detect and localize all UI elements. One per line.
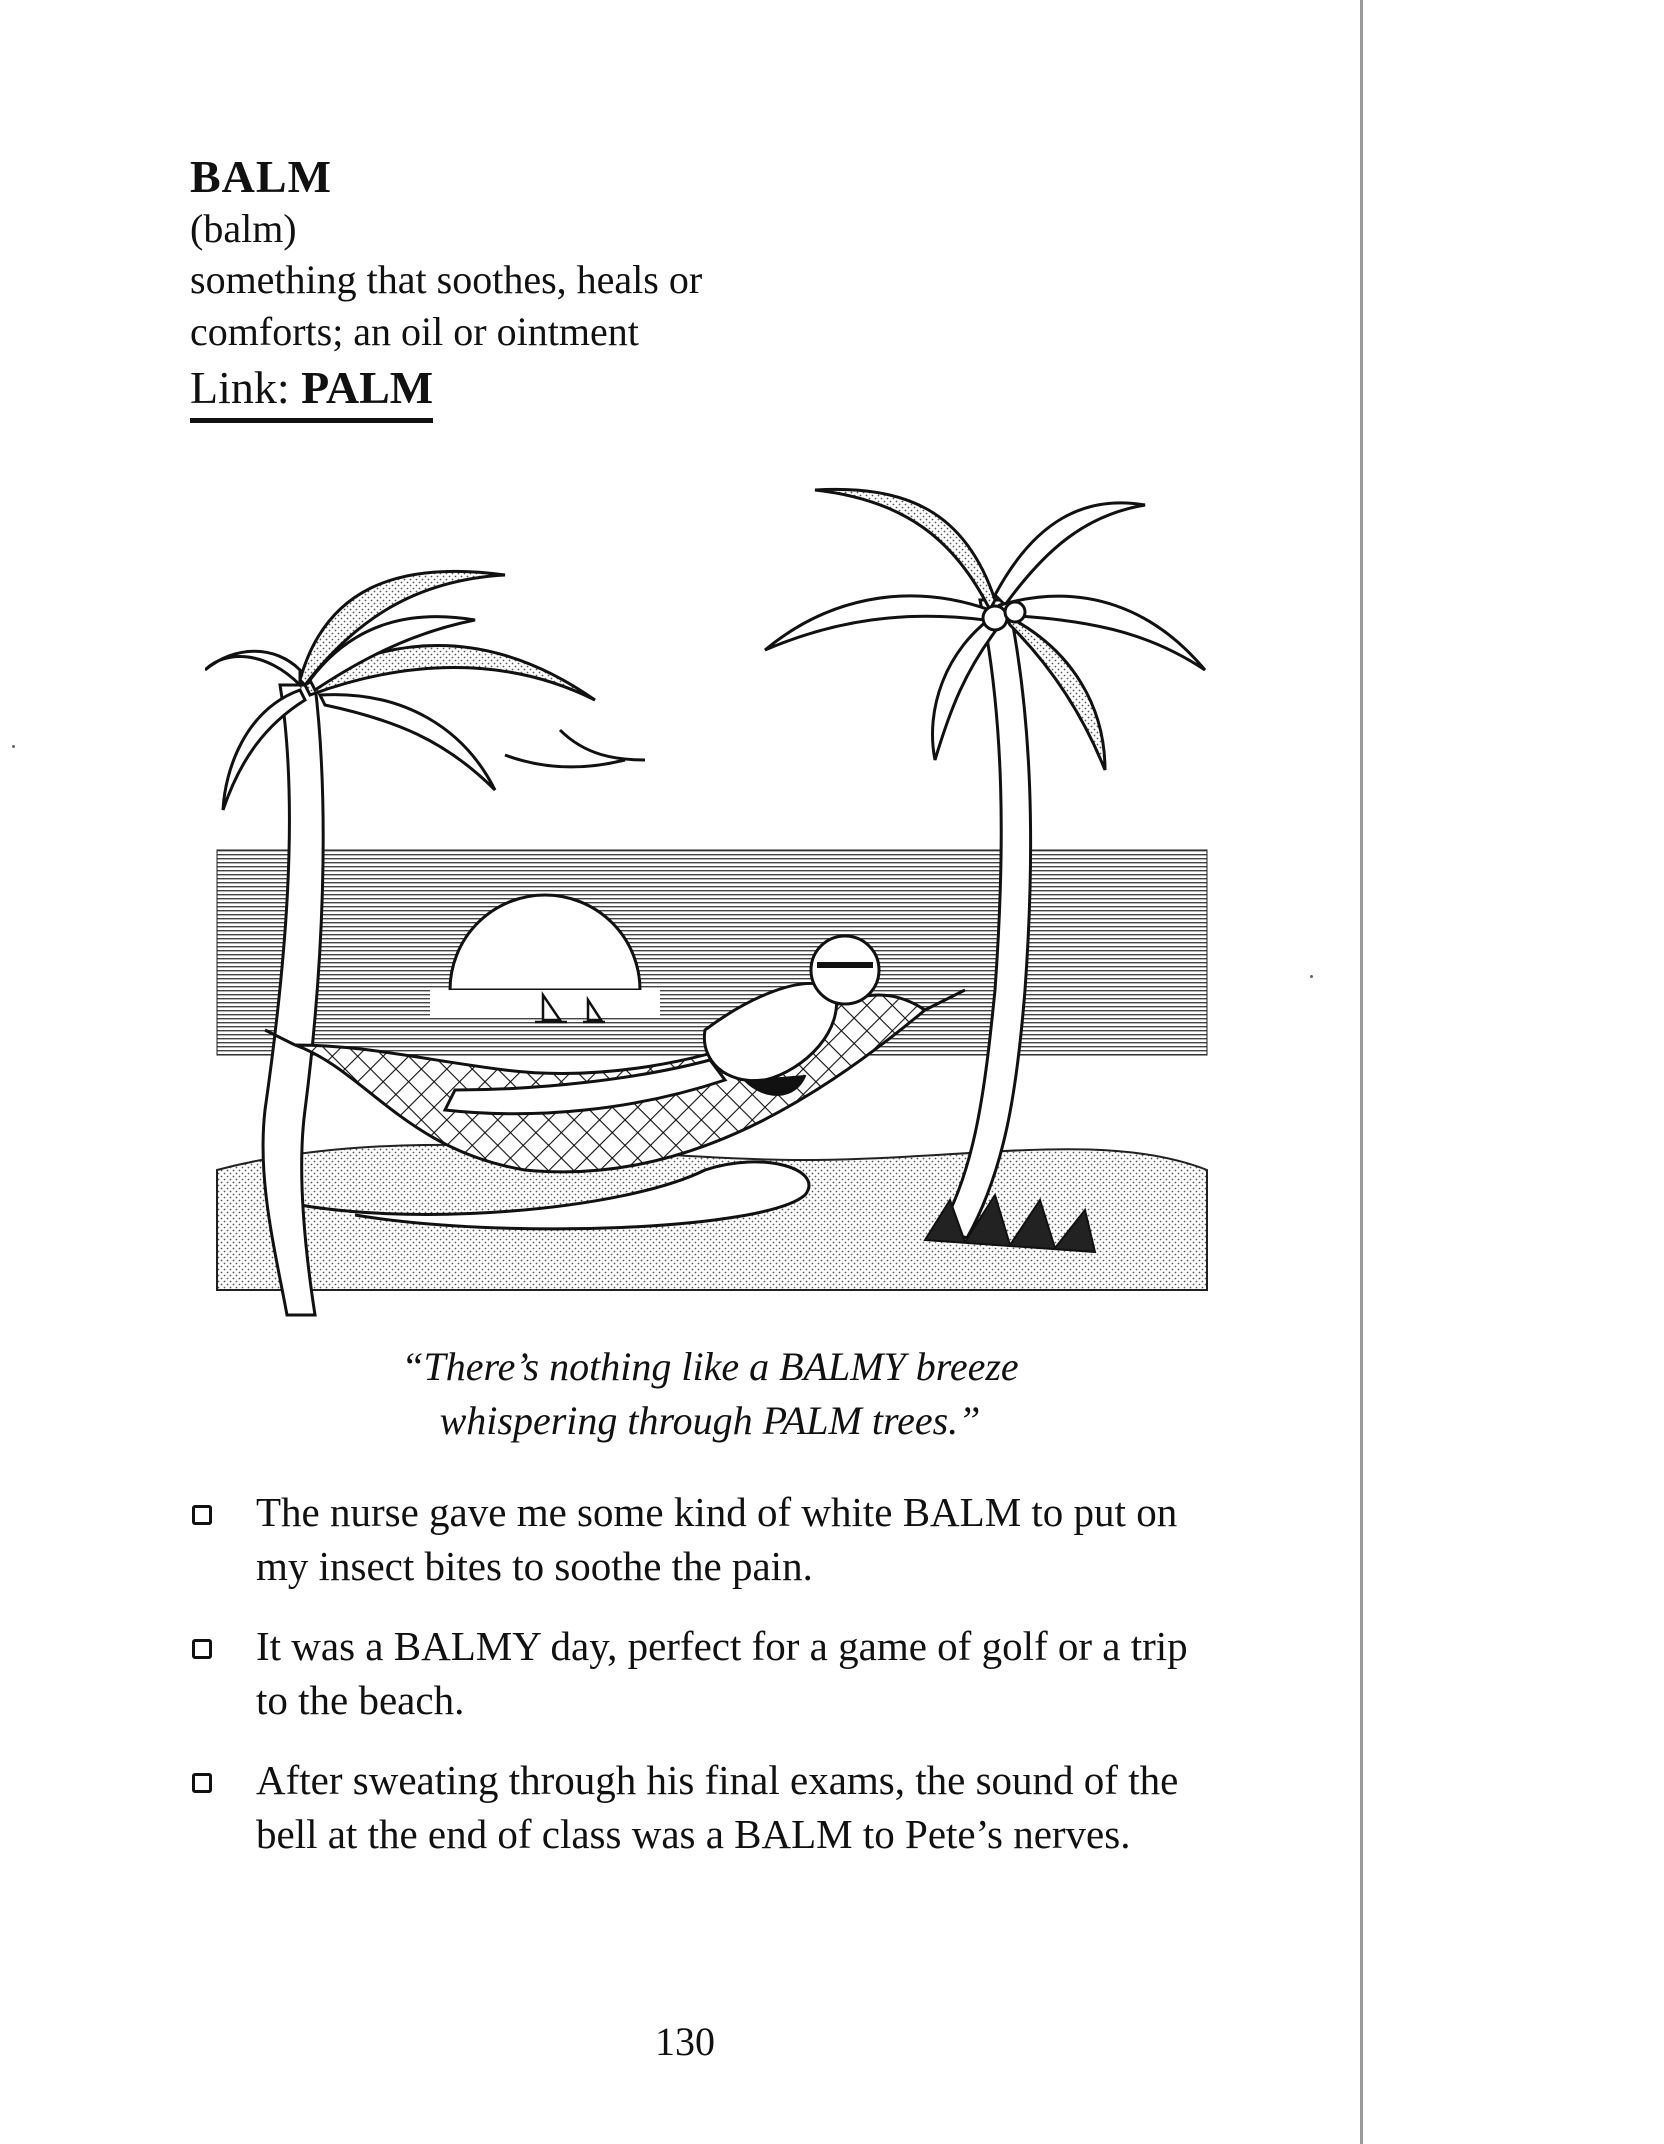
- caption: [260, 1340, 1160, 1448]
- example-item: [190, 1753, 1210, 1861]
- example-text: The nurse gave me some kind of white BALM to put on my insect bites to soothe the pain.: [256, 1489, 1178, 1589]
- coconut: [983, 606, 1007, 630]
- caption-line-2: whispering through PALM trees.”: [439, 1398, 981, 1443]
- coconut: [1005, 602, 1025, 622]
- vocab-entry: [190, 150, 890, 423]
- example-item: [190, 1619, 1210, 1727]
- link-label: Link:: [190, 362, 290, 413]
- pronunciation: (balm): [190, 206, 297, 251]
- link-word: PALM: [301, 362, 434, 413]
- scan-speck: [12, 745, 15, 748]
- left-palm-fronds: [205, 571, 625, 810]
- caption-line-1: “There’s nothing like a BALMY breeze: [401, 1344, 1019, 1389]
- checkbox-icon[interactable]: [192, 1505, 212, 1525]
- example-item: [190, 1485, 1210, 1593]
- right-palm-fronds: [765, 489, 1205, 770]
- scan-speck: [1310, 975, 1313, 978]
- example-text: After sweating through his final exams, the sound of the bell at the end of class was a BALM to Pete’s nerves.: [256, 1757, 1179, 1857]
- headword: BALM: [190, 151, 332, 202]
- palm-beach-hammock-cartoon: [205, 470, 1215, 1340]
- page-edge-rule: [1360, 0, 1363, 2144]
- checkbox-icon[interactable]: [192, 1773, 212, 1793]
- page-number: 130: [655, 2019, 715, 2064]
- link-line: [190, 360, 433, 423]
- gull: [560, 730, 645, 760]
- example-text: It was a BALMY day, perfect for a game of golf or a trip to the beach.: [256, 1623, 1188, 1723]
- definition: something that soothes, heals or comforts; an oil or ointment: [190, 257, 703, 354]
- checkbox-icon[interactable]: [192, 1639, 212, 1659]
- example-list: [190, 1485, 1210, 1887]
